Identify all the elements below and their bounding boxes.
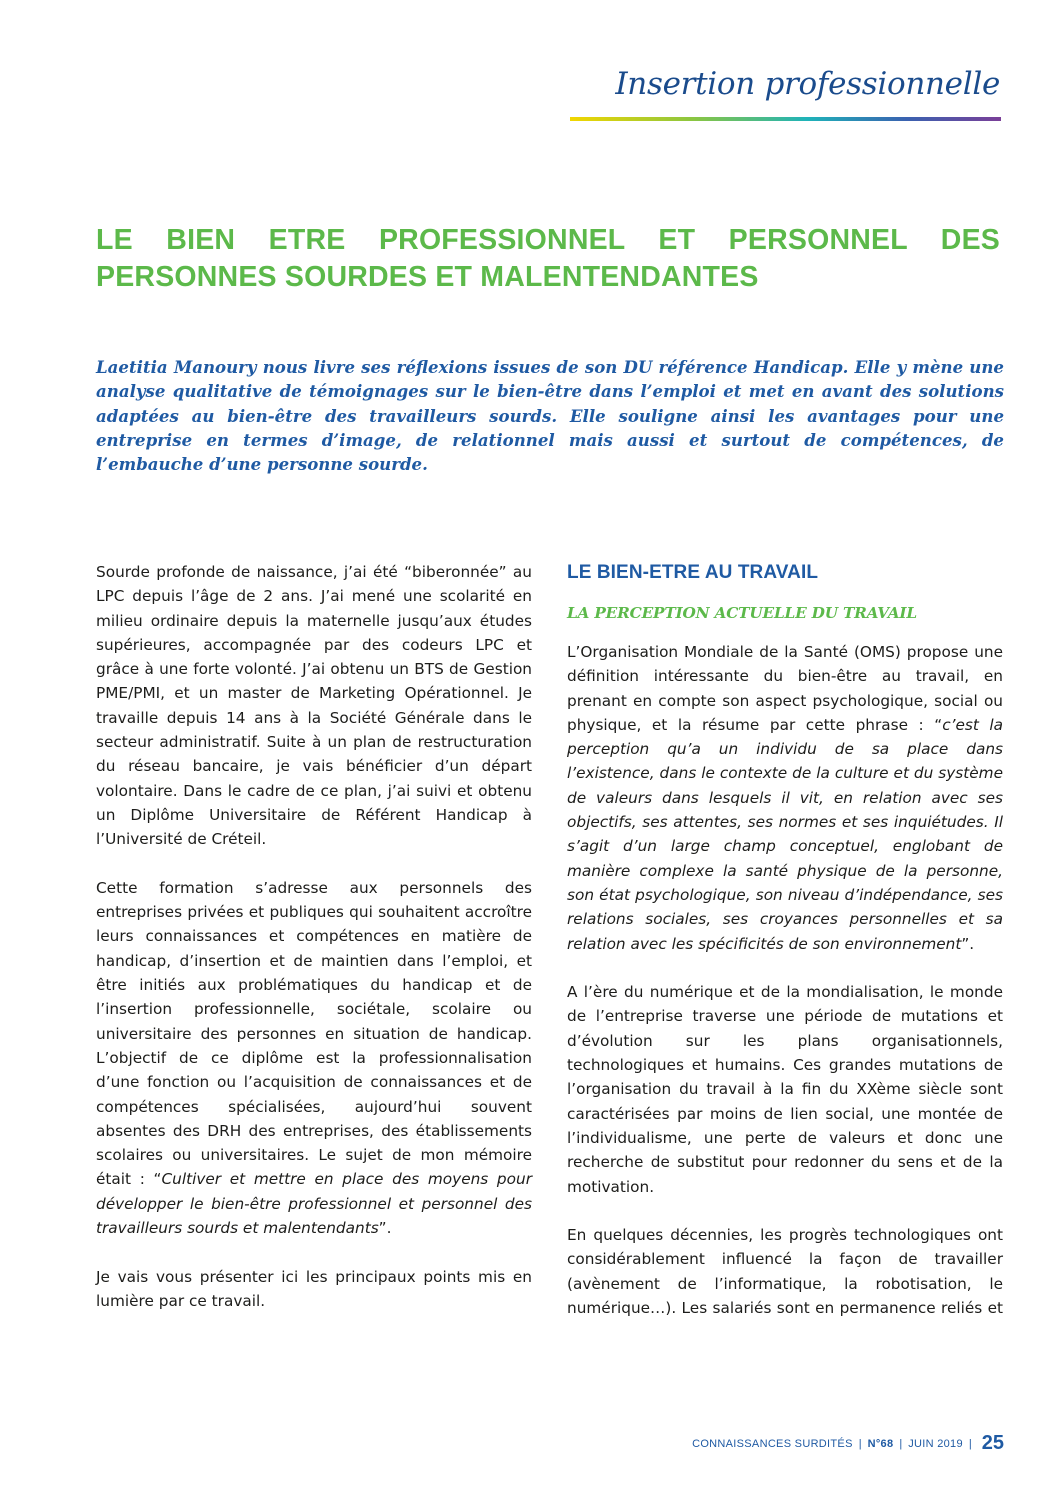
footer-separator: | — [858, 1438, 862, 1450]
left-paragraph-3: Je vais vous présenter ici les principaux points mis en lumière par ce travail. — [96, 1267, 532, 1310]
left-paragraph-2-end: ”. — [378, 1219, 392, 1238]
header-gradient-rule — [570, 117, 1001, 121]
left-paragraph-2-text: Cette formation s’adresse aux personnels des entreprises privées et publiques qui souhaitent accroître leurs connaissances et compétences en matière de handicap, d’insertion et de maintien dans l’emploi, et être initiés aux problématiques du handicap et de l’insertion professionnelle, sociétale, scolaire ou universitaire des personnes en situation de handicap. L’objectif de ce diplôme est la professionnalisation d’une fonction ou l’acquisition de connaissances et de compétences spécialisées, aujourd’hui souvent absentes des DRH des entreprises, des établissements scolaires ou universitaires. Le sujet de mon mémoire était : “ — [96, 878, 532, 1189]
left-paragraph-1: Sourde profonde de naissance, j’ai été “biberonnée” au LPC depuis l’âge de 2 ans. J’ai mené une scolarité en milieu ordinaire depuis la maternelle jusqu’aux études supérieures, accompagnée par des codeurs LPC et grâce à une forte volonté. J’ai obtenu un BTS de Gestion PME/PMI, et un master de Marketing Opérationnel. Je travaille depuis 14 ans à la Société Générale dans le secteur administratif. Suite à un plan de restructuration du réseau bancaire, je vais bénéficier d’un départ volontaire. Dans le cadre de ce plan, j’ai suivi et obtenu un Diplôme Universitaire de Référent Handicap à l’Université de Créteil. — [96, 563, 532, 849]
right-paragraph-1-end: ”. — [961, 934, 975, 953]
section-title: Insertion professionnelle — [615, 66, 1000, 102]
oms-definition-quote: c’est la perception qu’a un individu de sa place dans l’existence, dans le contexte de la culture et du système de valeurs dans lesquels il vit, en relation avec ses objectifs, ses attentes, ses normes et ses inquiétudes. Il s’agit d’un large champ conceptuel, englobant de manière complexe la santé physique de la personne, son état psychologique, son niveau d’indépendance, ses relations sociales, ses croyances personnelles et sa relation avec les spécificités de son environnement — [567, 715, 1004, 953]
article-title: LE BIEN ETRE PROFESSIONNEL ET PERSONNEL DES PERSONNES SOURDES ET MALENTENDANTES — [96, 224, 1000, 293]
footer-issue: N°68 — [867, 1438, 894, 1450]
right-paragraph-1-text: L’Organisation Mondiale de la Santé (OMS) propose une définition intéressante du bien-être au travail, en prenant en compte son aspect psychologique, social ou physique, et la résume par cette phrase : “ — [567, 643, 1003, 734]
article-lead: Laetitia Manoury nous livre ses réflexions issues de son DU référence Handicap. Elle y mène une analyse qualitative de témoignages sur le bien-être dans l’emploi et met en avant des solutions adaptées au bien-être des travailleurs sourds. Elle souligne ainsi les avantages pour une entreprise en termes d’image, de relationnel mais aussi et surtout de compétences, de l’embauche d’une personne sourde. — [96, 357, 1004, 475]
subsection-heading: LA PERCEPTION ACTUELLE DU TRAVAIL — [567, 604, 917, 622]
right-column — [567, 560, 1003, 1320]
footer-separator: | — [968, 1438, 972, 1450]
thesis-title-quote: Cultiver et mettre en place des moyens pour développer le bien-être professionnel et personnel des travailleurs sourds et malentendants — [96, 1170, 532, 1238]
left-paragraph-2 — [96, 876, 532, 1240]
right-paragraph-2: A l’ère du numérique et de la mondialisation, le monde de l’entreprise traverse une période de mutations et d’évolution sur les plans organisationnels, technologiques et humains. Ces grandes mutations de l’organisation du travail à la fin du XXème siècle sont caractérisées par moins de lien social, une montée de l’individualisme, une perte de valeurs et donc une recherche de substitut pour redonner du sens et de la motivation. — [567, 983, 1003, 1196]
right-paragraph-1 — [567, 640, 1003, 956]
right-paragraph-3: En quelques décennies, les progrès technologiques ont considérablement influencé la façon de travailler (avènement de l’informatique, la robotisation, le numérique…). Les salariés sont en permanence reliés et — [567, 1226, 1003, 1318]
section-heading: LE BIEN-ETRE AU TRAVAIL — [567, 562, 819, 583]
page-number: 25 — [981, 1432, 1004, 1454]
footer-magazine: CONNAISSANCES SURDITÉS — [692, 1438, 853, 1450]
footer-separator: | — [899, 1438, 903, 1450]
footer-date: JUIN 2019 — [908, 1438, 963, 1450]
left-column — [96, 560, 532, 1338]
page-footer — [692, 1432, 1004, 1455]
